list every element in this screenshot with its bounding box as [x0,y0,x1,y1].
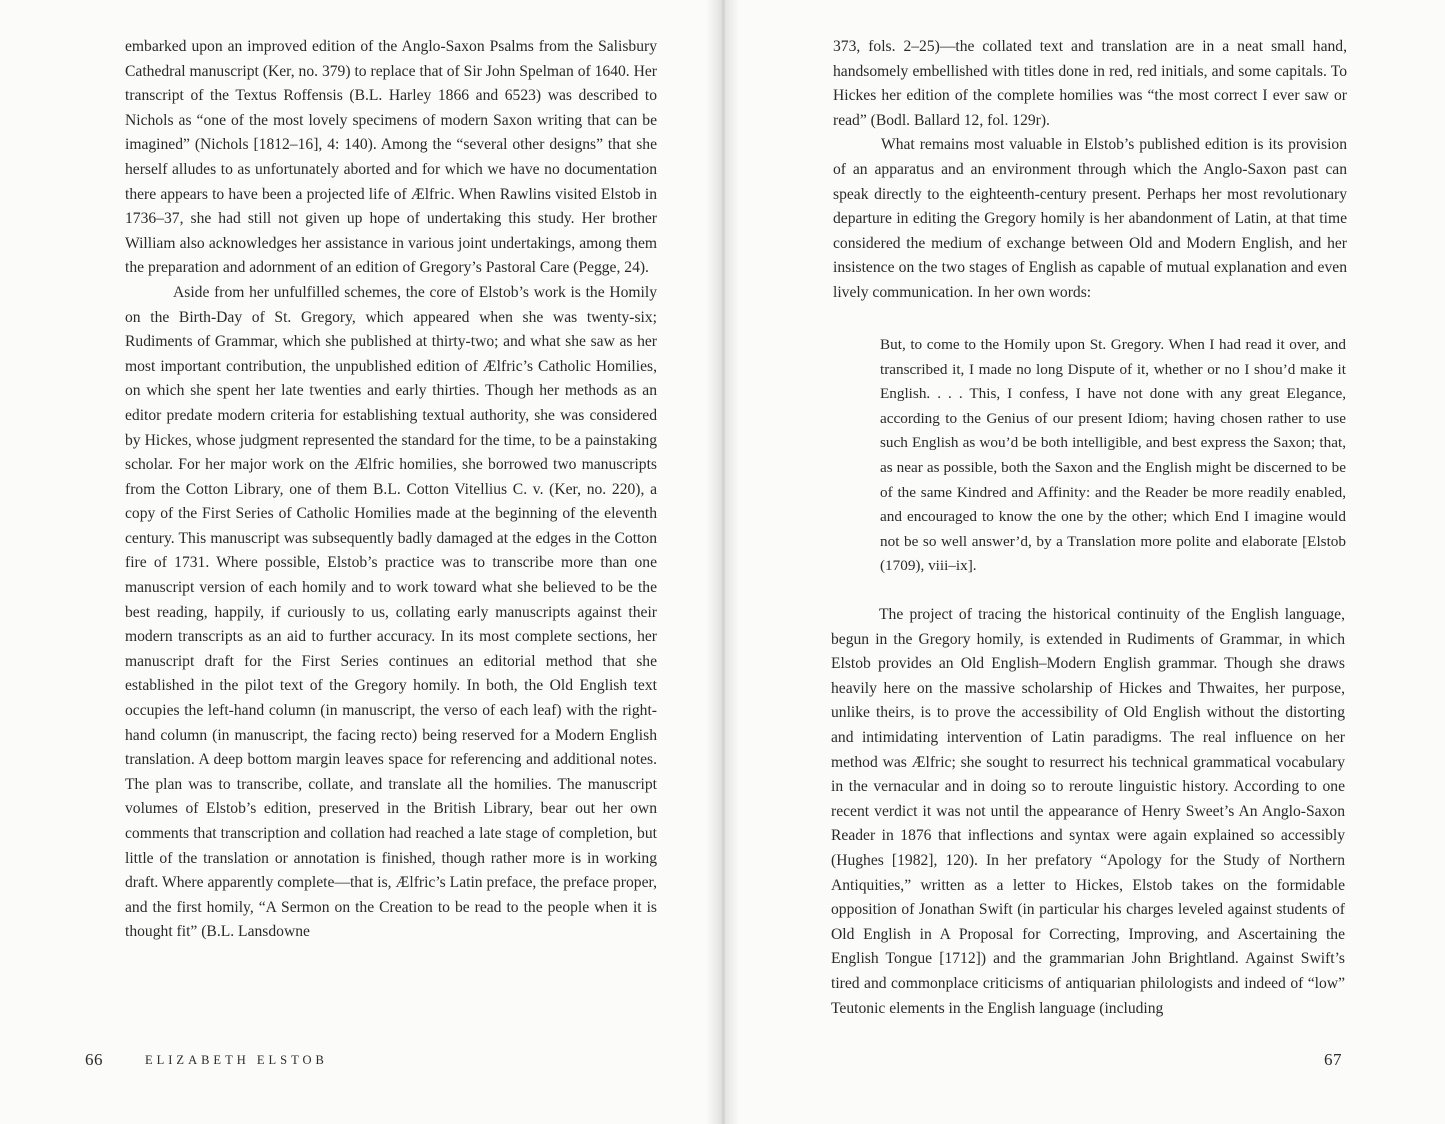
right-page-body-top [833,35,1347,306]
page-number-right: 67 [1324,1050,1342,1069]
left-paragraph-1: embarked upon an improved edition of the Anglo-Saxon Psalms from the Salisbury Cathedral manuscript (Ker, no. 379) to replace that of Sir John Spelman of 1640. Her transcript of the Textus Roffensis (B.L. Harley 1866 and 6523) was described to Nichols as “one of the most lovely specimens of modern Saxon writing that can be imagined” (Nichols [1812–16], 4: 140). Among the “several other designs” that she herself alludes to as unfortunately aborted and for which we have no documentation there appears to have been a projected life of Ælfric. When Rawlins visited Elstob in 1736–37, she had still not given up hope of undertaking this study. Her brother William also acknowledges her assistance in various joint undertakings, among them the preparation and adornment of an edition of Gregory’s Pastoral Care (Pegge, 24). [125,38,657,277]
right-paragraph-1: 373, fols. 2–25)—the collated text and translation are in a neat small hand, handsomely embellished with titles done in red, red initials, and some capitals. To Hickes her edition of the complete homilies was “the most correct I ever saw or read” (Bodl. Ballard 12, fol. 129r). [833,38,1347,129]
left-paragraph-2: Aside from her unfulfilled schemes, the core of Elstob’s work is the Homily on the Birth-Day of St. Gregory, which appeared when she was twenty-six; Rudiments of Grammar, which she published at thirty-two; and what she saw as her most important contribution, the unpublished edition of Ælfric’s Catholic Homilies, on which she spent her late twenties and early thirties. Though her methods as an editor predate modern criteria for establishing textual authority, she was considered by Hickes, whose judgment represented the standard for the time, to be a painstaking scholar. For her major work on the Ælfric homilies, she borrowed two manuscripts from the Cotton Library, one of them B.L. Cotton Vitellius C. v. (Ker, no. 220), a copy of the First Series of Catholic Homilies made at the beginning of the eleventh century. This manuscript was subsequently badly damaged at the edges in the Cotton fire of 1731. Where possible, Elstob’s practice was to transcribe more than one manuscript version of each homily and to work toward what she believed to be the best reading, happily, if curiously to us, collating early manuscripts against their modern transcripts as an aid to further accuracy. In its most complete sections, her manuscript draft for the First Series continues an editorial method that she established in the pilot text of the Gregory homily. In both, the Old English text occupies the left-hand column (in manuscript, the verso of each leaf) with the right-hand column (in manuscript, the facing recto) being reserved for a Modern English translation. A deep bottom margin leaves space for referencing and additional notes. The plan was to transcribe, collate, and translate all the homilies. The manuscript volumes of Elstob’s edition, preserved in the British Library, bear out her own comments that transcription and collation had reached a late stage of completion, but little of the translation or annotation is finished, though rather more is in working draft. Where apparently complete—that is, Ælfric’s Latin preface, the preface proper, and the first homily, “A Sermon on the Creation to be read to the people when it is thought fit” (B.L. Lansdowne [125,283,657,941]
left-page-body [125,35,657,945]
right-page-body-bottom [831,603,1345,1021]
block-quote: But, to come to the Homily upon St. Gregory. When I had read it over, and transcribed it, I made no long Dispute of it, whether or no I shou’d make it English. . . . This, I confess, I have not done with any great Elegance, according to the Genius of our present Idiom; having chosen rather to use such English as wou’d be both intelligible, and best express the Saxon; that, as near as possible, both the Saxon and the English might be discerned to be of the same Kindred and Affinity: and the Reader be more readily enabled, and encouraged to know the one by the other; which End I imagine would not be so well answer’d, by a Translation more polite and elaborate [Elstob (1709), viii–ix]. [880,336,1346,575]
right-paragraph-3: The project of tracing the historical continuity of the English language, begun in the Gregory homily, is extended in Rudiments of Grammar, in which Elstob provides an Old English–Modern English grammar. Though she draws heavily here on the massive scholarship of Hickes and Thwaites, her purpose, unlike theirs, is to prove the accessibility of Old English without the distorting and intimidating intervention of Latin paradigms. The real influence on her method was Ælfric; she sought to resurrect his technical grammatical vocabulary in the vernacular and in doing so to reroute linguistic history. According to one recent verdict it was not until the appearance of Henry Sweet’s An Anglo-Saxon Reader in 1876 that inflections and syntax were again explained so accessibly (Hughes [1982], 120). In her prefatory “Apology for the Study of Northern Antiquities,” written as a letter to Hickes, Elstob takes on the formidable opposition of Jonathan Swift (in particular his charges leveled against students of Old English in A Proposal for Correcting, Improving, and Ascertaining the English Tongue [1712]) and the grammarian John Brightland. Against Swift’s tired and commonplace criticisms of antiquarian philologists and indeed of “low” Teutonic elements in the English language (including [831,606,1345,1017]
page-number-left: 66 [85,1050,103,1069]
right-paragraph-2: What remains most valuable in Elstob’s published edition is its provision of an apparatus and an environment through which the Anglo-Saxon past can speak directly to the eighteenth-century present. Perhaps her most revolutionary departure in editing the Gregory homily is her abandonment of Latin, at that time considered the medium of exchange between Old and Modern English, and her insistence on the two stages of English as capable of mutual explanation and even lively communication. In her own words: [833,136,1347,301]
running-head: ELIZABETH ELSTOB [145,1053,328,1067]
left-page [0,0,722,1124]
